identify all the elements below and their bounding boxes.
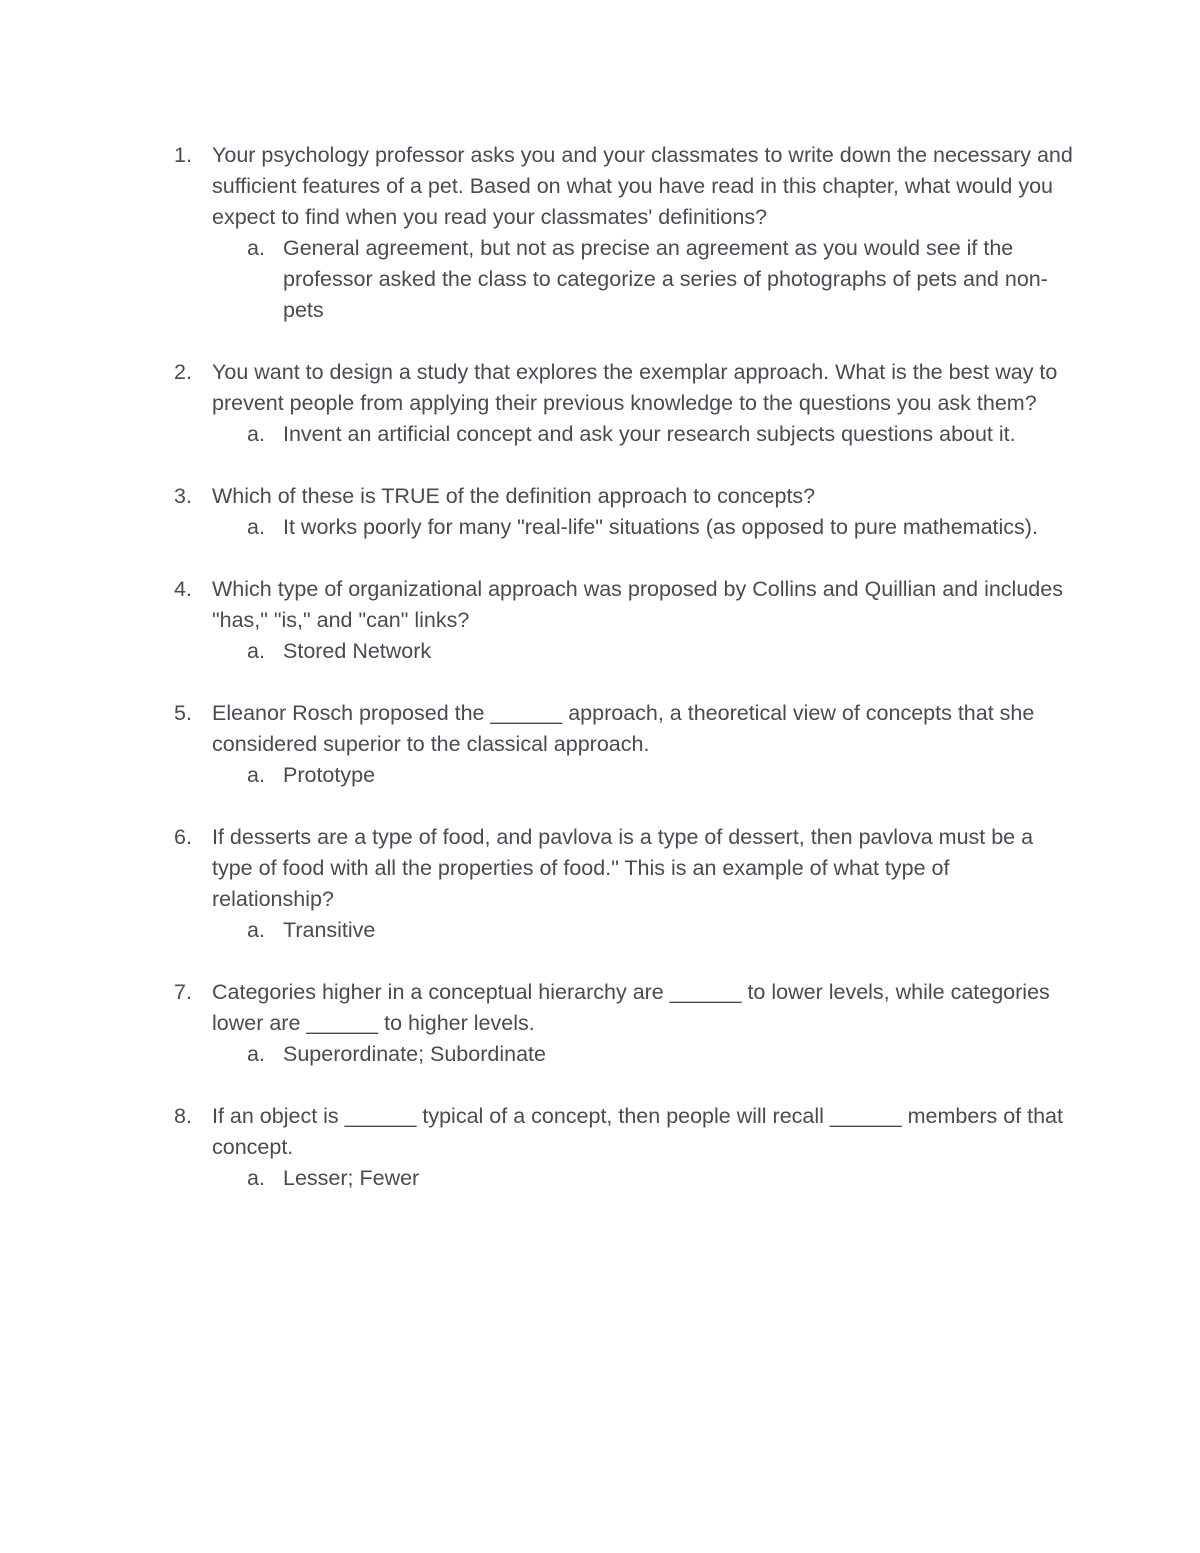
- question-number: 5.: [174, 701, 192, 725]
- answer-marker: a.: [247, 639, 265, 663]
- answer-text: Superordinate; Subordinate: [283, 1042, 546, 1066]
- question-item: [174, 977, 1074, 1070]
- question-item: [174, 140, 1074, 326]
- question-text: Which of these is TRUE of the definition approach to concepts?: [212, 484, 816, 508]
- answer-text: Transitive: [283, 918, 376, 942]
- answer-item: [212, 636, 1074, 667]
- answer-marker: a.: [247, 515, 265, 539]
- question-number: 3.: [174, 484, 192, 508]
- answer-text: Lesser; Fewer: [283, 1166, 420, 1190]
- question-text: Categories higher in a conceptual hierarchy are ______ to lower levels, while categories lower are ______ to higher levels.: [212, 980, 1050, 1035]
- answer-text: General agreement, but not as precise an agreement as you would see if the professor asked the class to categorize a series of photographs of pets and non-pets: [283, 236, 1048, 322]
- question-text: If an object is ______ typical of a concept, then people will recall ______ members of that concept.: [212, 1104, 1063, 1159]
- question-item: [174, 698, 1074, 791]
- answer-text: Invent an artificial concept and ask your research subjects questions about it.: [283, 422, 1016, 446]
- answer-item: [212, 1039, 1074, 1070]
- question-item: [174, 822, 1074, 946]
- answer-text: Stored Network: [283, 639, 432, 663]
- question-item: [174, 574, 1074, 667]
- question-number: 8.: [174, 1104, 192, 1128]
- answer-marker: a.: [247, 1042, 265, 1066]
- answer-item: [212, 233, 1074, 326]
- answer-marker: a.: [247, 918, 265, 942]
- question-list: [174, 140, 1074, 1225]
- answer-marker: a.: [247, 1166, 265, 1190]
- answer-item: [212, 915, 1074, 946]
- question-number: 4.: [174, 577, 192, 601]
- question-text: Your psychology professor asks you and your classmates to write down the necessary and sufficient features of a pet. Based on what you have read in this chapter, what would you expect to find when you read your classmates' definitions?: [212, 143, 1073, 229]
- answer-text: It works poorly for many "real-life" situations (as opposed to pure mathematics).: [283, 515, 1038, 539]
- question-item: [174, 481, 1074, 543]
- answer-marker: a.: [247, 422, 265, 446]
- answer-item: [212, 419, 1074, 450]
- question-text: If desserts are a type of food, and pavlova is a type of dessert, then pavlova must be a type of food with all the properties of food." This is an example of what type of relationship?: [212, 825, 1034, 911]
- question-number: 6.: [174, 825, 192, 849]
- question-text: Which type of organizational approach was proposed by Collins and Quillian and includes "has," "is," and "can" links?: [212, 577, 1063, 632]
- answer-text: Prototype: [283, 763, 376, 787]
- question-text: Eleanor Rosch proposed the ______ approach, a theoretical view of concepts that she considered superior to the classical approach.: [212, 701, 1035, 756]
- answer-item: [212, 760, 1074, 791]
- answer-item: [212, 512, 1074, 543]
- question-item: [174, 1101, 1074, 1194]
- question-text: You want to design a study that explores the exemplar approach. What is the best way to prevent people from applying their previous knowledge to the questions you ask them?: [212, 360, 1058, 415]
- answer-marker: a.: [247, 236, 265, 260]
- answer-marker: a.: [247, 763, 265, 787]
- question-number: 1.: [174, 143, 192, 167]
- question-number: 2.: [174, 360, 192, 384]
- question-number: 7.: [174, 980, 192, 1004]
- question-item: [174, 357, 1074, 450]
- answer-item: [212, 1163, 1074, 1194]
